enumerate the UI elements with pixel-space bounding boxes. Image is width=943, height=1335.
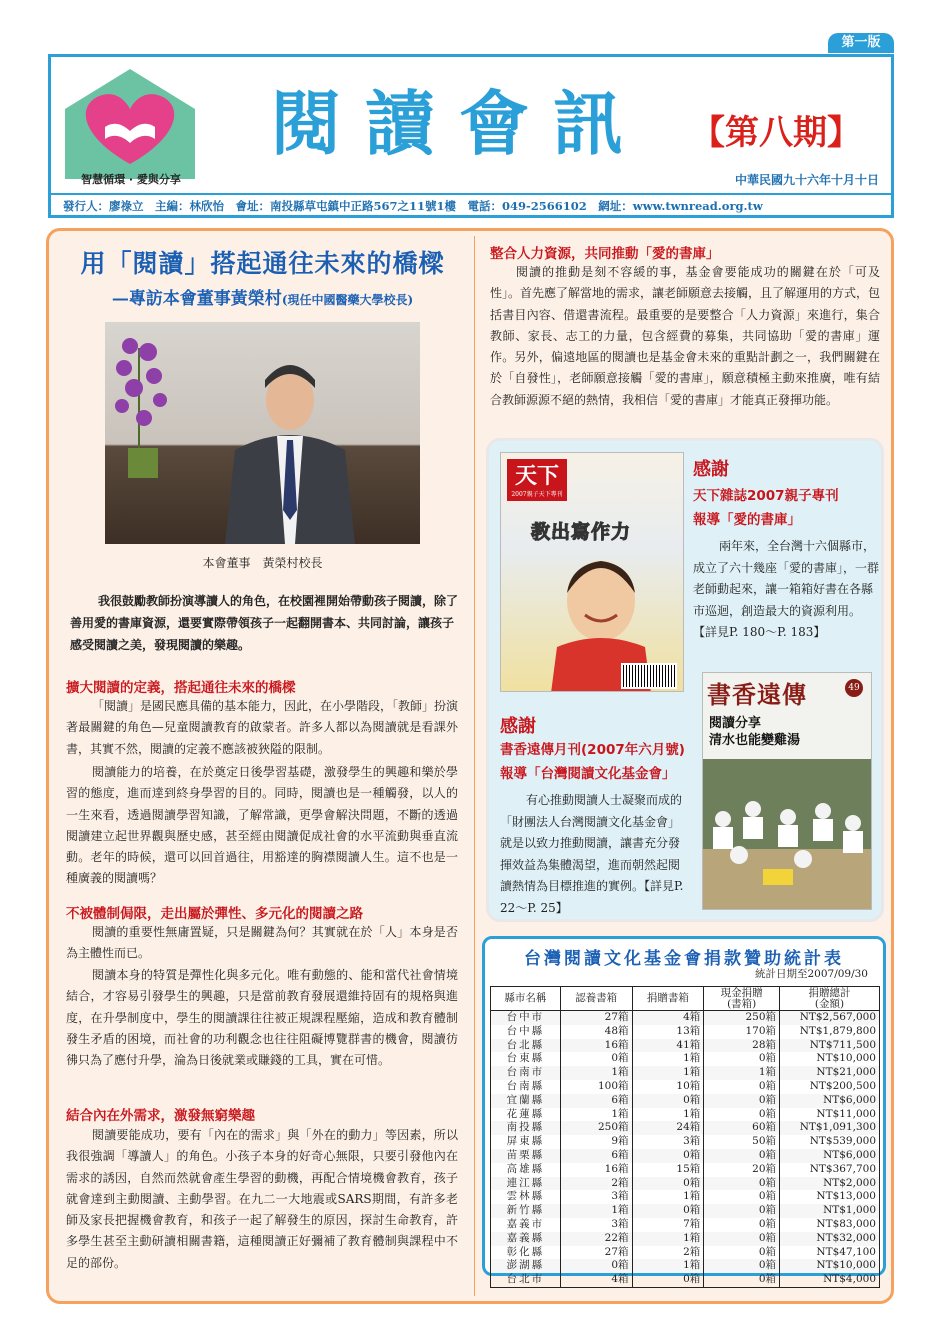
table-cell: 0箱 [704, 1190, 780, 1204]
table-cell: 2箱 [632, 1246, 704, 1260]
table-cell: 3箱 [560, 1218, 632, 1232]
table-cell: 0箱 [704, 1246, 780, 1260]
table-cell: 22箱 [560, 1232, 632, 1246]
table-row [491, 1259, 880, 1273]
table-cell: NT$10,000 [780, 1052, 880, 1066]
table-cell: NT$2,000 [780, 1177, 880, 1191]
table-cell: 台中市 [491, 1011, 561, 1025]
right-section-paragraph: 閱讀的推動是刻不容緩的事，基金會要能成功的關鍵在於「可及性」。首先應了解當地的需求，讓老師願意去接觸，且了解運用的方式，包括書目內容、借還書流程。最重要的是要整合「人力資源」來進行，集合教師、家長、志工的力量，包含經費的募集，共同協助「愛的書庫」運作。另外，偏遠地區的閱讀也是基金會未來的重點計劃之一，我們關鍵在於「自發性」，老師願意接觸「愛的書庫」，願意積極主動來推廣，唯有結合教師源源不絕的熱情，我相信「愛的書庫」才能真正發揮功能。 [490, 265, 881, 407]
table-row [491, 1273, 880, 1287]
column-header: 現金捐贈 (書箱) [704, 987, 780, 1011]
section-2-paragraph-2: 閱讀本身的特質是彈性化與多元化。唯有動態的、能和當代社會情境結合，才容易引發學生的興趣，只是當前教育發展還維持固有的規格與進度，在升學制度中，學生的閱讀課往往被正規課程壓縮，造成和教育體制發生矛盾的困境，而社會的功利觀念也往往阻礙博覽群書的機會，閱讀彷彿只為了應付升學，淪為日後就業或賺錢的工具，實在可惜。 [66, 968, 458, 1068]
table-cell: 台南縣 [491, 1080, 561, 1094]
table-row [491, 1218, 880, 1232]
table-cell: 9箱 [560, 1135, 632, 1149]
issue-date: 中華民國九十六年十月十日 [734, 173, 879, 187]
table-row [491, 1232, 880, 1246]
table-cell: 0箱 [704, 1149, 780, 1163]
column-header: 縣市名稱 [491, 987, 561, 1011]
section-1-paragraph-2: 閱讀能力的培養，在於奠定日後學習基礎，激發學生的興趣和樂於學習的態度，進而達到終身學習的目的。同時，閱讀也是一種觸發，以人的一生來看，透過閱讀學習知識，了解常識，更學會解決問題，不斷的透過閱讀建立起世界觀與歷史感，甚至經由閱讀促成社會的水平流動與垂直流動。老年的時候，還可以回首過往，用豁達的胸襟閱讀人生。這不也是一種廣義的閱讀嗎？ [66, 765, 458, 886]
table-cell: 0箱 [632, 1094, 704, 1108]
thanks2-subtitle: 書香遠傳月刊(2007年六月號) 報導「台灣閱讀文化基金會」 [500, 742, 685, 782]
section-heading-3: 結合內在外需求，激發無窮樂趣 [66, 1108, 255, 1124]
table-cell: 20箱 [704, 1163, 780, 1177]
table-cell: 16箱 [560, 1163, 632, 1177]
table-cell: 1箱 [632, 1108, 704, 1122]
publisher-info: 發行人：廖祿立 主編：林欣怡 會址：南投縣草屯鎮中正路567之11號1樓 電話：049-2566102 網址：www.twnread.org.tw [51, 193, 891, 215]
table-row [491, 1204, 880, 1218]
table-cell: NT$83,000 [780, 1218, 880, 1232]
table-cell: 41箱 [632, 1039, 704, 1053]
table-cell: 1箱 [560, 1204, 632, 1218]
column-header: 認養書箱 [560, 987, 632, 1011]
table-cell: 花蓮縣 [491, 1108, 561, 1122]
donation-table [490, 986, 880, 1288]
table-cell: 4箱 [560, 1273, 632, 1287]
table-header-row [491, 987, 880, 1011]
table-cell: NT$13,000 [780, 1190, 880, 1204]
table-cell: 1箱 [632, 1066, 704, 1080]
stats-title: 台灣閱讀文化基金會捐款贊助統計表 [524, 949, 844, 969]
table-row [491, 1039, 880, 1053]
table-cell: 0箱 [632, 1273, 704, 1287]
thanks1-subtitle: 天下雜誌2007親子專刊 報導「愛的書庫」 [693, 488, 839, 528]
table-cell: 6箱 [560, 1094, 632, 1108]
table-cell: NT$539,000 [780, 1135, 880, 1149]
table-row [491, 1190, 880, 1204]
table-cell: 24箱 [632, 1121, 704, 1135]
table-cell: NT$200,500 [780, 1080, 880, 1094]
table-row [491, 1094, 880, 1108]
thanks1-title: 感謝 [693, 459, 729, 480]
magazine-cover-bookfragrance [702, 672, 872, 910]
table-cell: NT$711,500 [780, 1039, 880, 1053]
logo-caption: 智慧循環 · 愛與分享 [81, 173, 181, 186]
table-row [491, 1163, 880, 1177]
table-cell: 嘉義市 [491, 1218, 561, 1232]
table-cell: 0箱 [560, 1052, 632, 1066]
column-header: 捐贈書箱 [632, 987, 704, 1011]
table-cell: 高雄縣 [491, 1163, 561, 1177]
masthead [48, 54, 894, 218]
table-cell: 0箱 [704, 1177, 780, 1191]
magazine-logo: 書香遠傳 [707, 680, 807, 709]
magazine-cover-title: 教出寫作力 [531, 521, 632, 543]
table-cell: 15箱 [632, 1163, 704, 1177]
section-2-paragraph-1: 閱讀的重要性無庸置疑，只是關鍵為何？其實就在於「人」本身是否為主體性而已。 [66, 925, 458, 961]
magazine-subtitle: 2007親子天下專刊 [511, 491, 563, 498]
article-lead: 我很鼓勵教師扮演導讀人的角色，在校園裡開始帶動孩子閱讀，除了善用愛的書庫資源，還要實際帶領孩子一起翻開書本、共同討論，讓孩子感受閱讀之美，發現閱讀的樂趣。 [70, 594, 459, 652]
table-cell: 南投縣 [491, 1121, 561, 1135]
table-cell: NT$47,100 [780, 1246, 880, 1260]
photo-caption: 本會董事 黃榮村校長 [202, 556, 323, 570]
article-subheadline: —專訪本會董事黃榮村(現任中國醫藥大學校長) [111, 289, 414, 309]
table-cell: 宜蘭縣 [491, 1094, 561, 1108]
table-cell: 1箱 [560, 1108, 632, 1122]
table-cell: 0箱 [704, 1080, 780, 1094]
table-row [491, 1066, 880, 1080]
table-cell: 6箱 [560, 1149, 632, 1163]
table-cell: NT$1,000 [780, 1204, 880, 1218]
table-cell: 2箱 [560, 1177, 632, 1191]
table-cell: 台中縣 [491, 1025, 561, 1039]
table-cell: NT$367,700 [780, 1163, 880, 1177]
table-cell: NT$32,000 [780, 1232, 880, 1246]
table-cell: 16箱 [560, 1039, 632, 1053]
table-cell: 0箱 [704, 1273, 780, 1287]
table-cell: 屏東縣 [491, 1135, 561, 1149]
magazine-issue-number: 49 [845, 679, 863, 697]
magazine-cover-commonwealth [500, 452, 684, 692]
table-cell: 0箱 [632, 1177, 704, 1191]
table-cell: 28箱 [704, 1039, 780, 1053]
table-cell: NT$11,000 [780, 1108, 880, 1122]
table-cell: 4箱 [632, 1011, 704, 1025]
table-cell: 台北市 [491, 1273, 561, 1287]
table-row [491, 1121, 880, 1135]
table-row [491, 1149, 880, 1163]
table-cell: NT$21,000 [780, 1066, 880, 1080]
heart-book-logo-icon [65, 69, 195, 179]
table-cell: 台南市 [491, 1066, 561, 1080]
table-cell: NT$2,567,000 [780, 1011, 880, 1025]
section-heading-2: 不被體制侷限，走出屬於彈性、多元化的閱讀之路 [66, 906, 363, 922]
right-section-heading: 整合人力資源，共同推動「愛的書庫」 [490, 246, 720, 262]
newsletter-title: 閱讀會訊 [271, 82, 647, 165]
table-cell: 10箱 [632, 1080, 704, 1094]
table-row [491, 1080, 880, 1094]
table-cell: 0箱 [632, 1204, 704, 1218]
column-divider [474, 236, 475, 1296]
table-cell: 48箱 [560, 1025, 632, 1039]
table-cell: 1箱 [632, 1052, 704, 1066]
barcode [621, 663, 677, 689]
thanks2-title: 感謝 [500, 716, 536, 737]
table-row [491, 1108, 880, 1122]
table-cell: 0箱 [704, 1204, 780, 1218]
table-cell: NT$1,091,300 [780, 1121, 880, 1135]
table-cell: 1箱 [704, 1066, 780, 1080]
table-cell: 3箱 [560, 1190, 632, 1204]
table-cell: 27箱 [560, 1246, 632, 1260]
table-cell: 100箱 [560, 1080, 632, 1094]
table-cell: 60箱 [704, 1121, 780, 1135]
table-cell: 台北縣 [491, 1039, 561, 1053]
thanks2-body: 有心推動閱讀人士凝聚而成的「財團法人台灣閱讀文化基金會」就是以致力推動閱讀，讓書充分發揮效益為集體渴望，進而朝然起閱讀熱情為目標推進的實例。【詳見P. 22～P. 25】 [500, 793, 684, 915]
table-cell: 1箱 [632, 1190, 704, 1204]
section-3-paragraph-1: 閱讀要能成功，要有「內在的需求」與「外在的動力」等因素，所以我很強調「導讀人」的角色。小孩子本身的好奇心無限，只要引發他內在需求的誘因，自然而然就會產生學習的動機，再配合情境機會教育，孩子就會達到主動閱讀、主動學習。在九二一大地震或SARS期間，有許多老師及家長把握機會教育，和孩子一起了解發生的原因，探討生命教育，許多學生甚至主動研讀相關書籍，這種閱讀正好彌補了教育體制與課程中不足的部份。 [66, 1128, 458, 1270]
table-cell: 13箱 [632, 1025, 704, 1039]
table-cell: 0箱 [704, 1108, 780, 1122]
table-cell: 1箱 [632, 1232, 704, 1246]
section-heading-1: 擴大閱讀的定義，搭起通往未來的橋樑 [66, 680, 296, 696]
table-cell: 1箱 [632, 1259, 704, 1273]
table-cell: NT$4,000 [780, 1273, 880, 1287]
orchid-image [110, 328, 180, 478]
table-row [491, 1052, 880, 1066]
article-headline: 用「閱讀」搭起通往未來的橋樑 [80, 249, 445, 278]
classroom-image [703, 759, 872, 909]
table-row [491, 1177, 880, 1191]
table-cell: 0箱 [704, 1232, 780, 1246]
column-header: 捐贈總計 (金額) [780, 987, 880, 1011]
table-row [491, 1025, 880, 1039]
magazine-cover-title: 閱讀分享 清水也能變雞湯 [709, 716, 801, 748]
table-cell: NT$10,000 [780, 1259, 880, 1273]
table-cell: 新竹縣 [491, 1204, 561, 1218]
table-cell: 0箱 [704, 1052, 780, 1066]
table-cell: 0箱 [704, 1259, 780, 1273]
table-cell: 250箱 [560, 1121, 632, 1135]
table-row [491, 1135, 880, 1149]
table-cell: NT$1,879,800 [780, 1025, 880, 1039]
portrait-image [215, 350, 365, 544]
table-cell: 連江縣 [491, 1177, 561, 1191]
table-row [491, 1011, 880, 1025]
stats-date: 統計日期至2007/09/30 [754, 968, 868, 980]
table-cell: 27箱 [560, 1011, 632, 1025]
table-cell: 0箱 [704, 1218, 780, 1232]
table-cell: 台東縣 [491, 1052, 561, 1066]
issue-number: 【第八期】 [691, 113, 861, 153]
table-cell: 250箱 [704, 1011, 780, 1025]
interview-photo [105, 322, 420, 544]
table-cell: 彰化縣 [491, 1246, 561, 1260]
thanks1-body: 兩年來，全台灣十六個縣市，成立了六十幾座「愛的書庫」，一群老師動起來，讓一箱箱好書在各縣市巡迴，創造最大的資源利用。 【詳見P. 180～P. 183】 [693, 539, 880, 639]
table-cell: 嘉義縣 [491, 1232, 561, 1246]
table-cell: 3箱 [632, 1135, 704, 1149]
table-cell: NT$6,000 [780, 1094, 880, 1108]
table-cell: 澎湖縣 [491, 1259, 561, 1273]
table-cell: 雲林縣 [491, 1190, 561, 1204]
table-cell: 170箱 [704, 1025, 780, 1039]
section-1-paragraph-1: 「閱讀」是國民應具備的基本能力，因此，在小學階段，「教師」扮演著最關鍵的角色—兒童閱讀教育的啟蒙者。許多人都以為閱讀就是看課外書，其實不然，閱讀的定義不應該被狹隘的限制。 [66, 699, 459, 756]
table-cell: 1箱 [560, 1066, 632, 1080]
table-row [491, 1246, 880, 1260]
table-cell: 7箱 [632, 1218, 704, 1232]
table-cell: 50箱 [704, 1135, 780, 1149]
magazine-logo: 天下 [507, 459, 567, 501]
edition-tab: 第一版 [828, 33, 894, 53]
table-cell: NT$6,000 [780, 1149, 880, 1163]
table-cell: 0箱 [560, 1259, 632, 1273]
table-cell: 0箱 [704, 1094, 780, 1108]
table-cell: 苗栗縣 [491, 1149, 561, 1163]
table-cell: 0箱 [632, 1149, 704, 1163]
